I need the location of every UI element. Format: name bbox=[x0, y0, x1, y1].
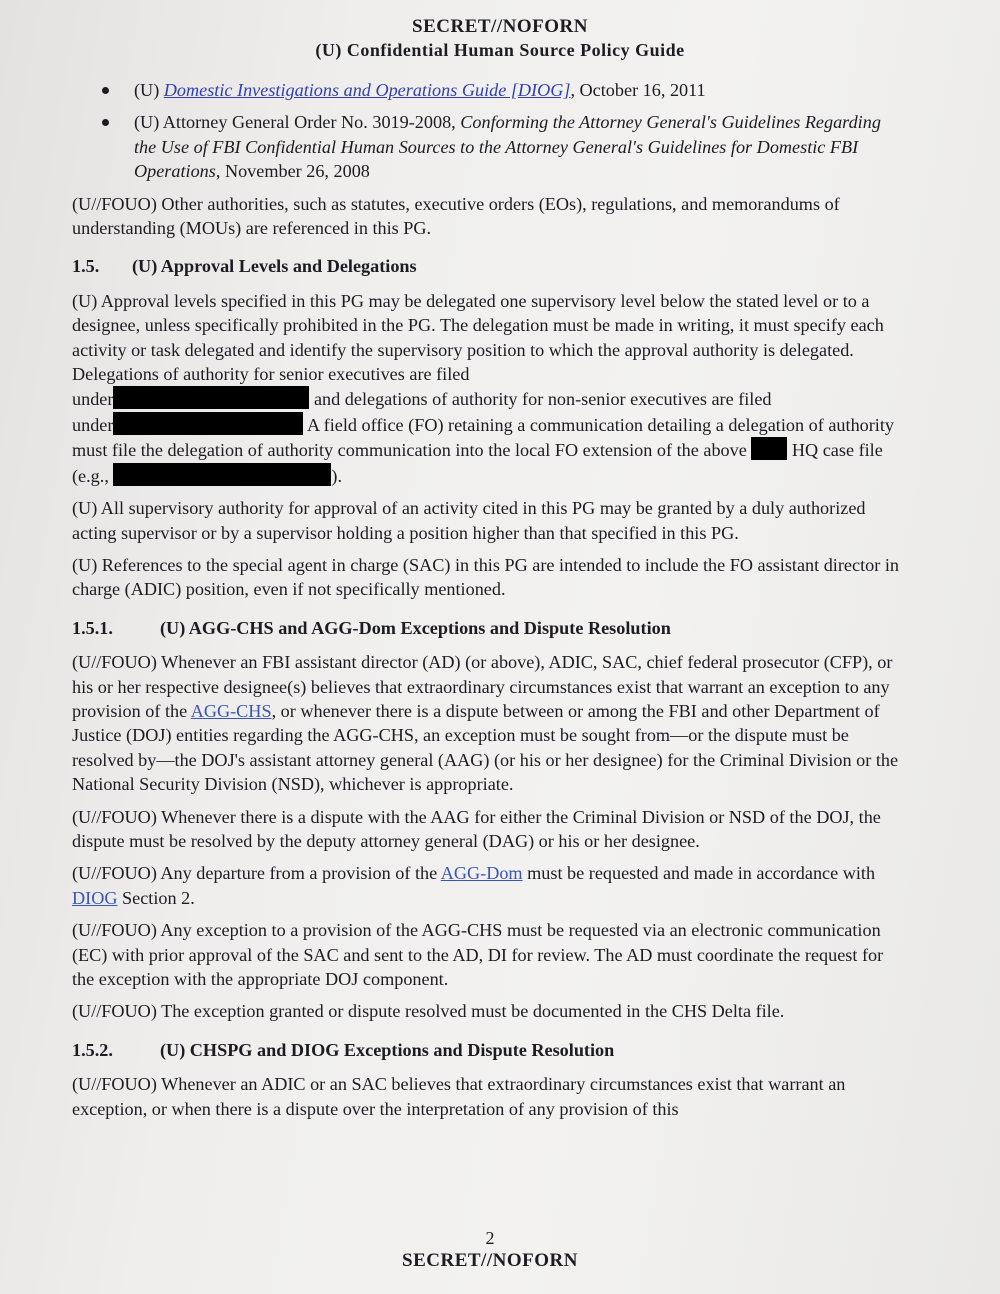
text-run: under bbox=[72, 414, 114, 435]
text-run: (U//FOUO) Whenever an FBI assistant director (AD) (or above), ADIC, SAC, chief federal prosecutor (CFP), or his or her respective designee(s) believes that extraordinary circumstances exist that warrant an exception to any provision of the bbox=[72, 652, 893, 721]
header-classification: SECRET//NOFORN bbox=[412, 16, 588, 37]
section-number: 1.5.1. bbox=[72, 617, 113, 638]
agg-dom-departure-paragraph bbox=[72, 861, 902, 910]
section-number: 1.5.2. bbox=[72, 1039, 113, 1060]
section-title: (U) CHSPG and DIOG Exceptions and Dispute Resolution bbox=[160, 1039, 615, 1060]
redaction-box bbox=[113, 463, 331, 486]
document-body bbox=[72, 78, 902, 1129]
page-number: 2 bbox=[485, 1228, 495, 1248]
section-title: (U) AGG-CHS and AGG-Dom Exceptions and Dispute Resolution bbox=[160, 617, 671, 638]
bullet-dot bbox=[102, 119, 109, 126]
footer-classification: SECRET//NOFORN bbox=[402, 1250, 578, 1271]
section-number: 1.5. bbox=[72, 256, 100, 277]
exception-paragraph bbox=[72, 650, 902, 796]
ec-request-paragraph: (U//FOUO) Any exception to a provision of the AGG-CHS must be requested via an electronic communication (EC) with prior approval of the SAC and sent to the AD, DI for review. The AD must coordinate the request for the exception with the appropriate DOJ component. bbox=[72, 920, 884, 989]
redaction-box bbox=[113, 386, 309, 409]
bullet-suffix: , October 16, 2011 bbox=[570, 80, 706, 100]
section-title: (U) Approval Levels and Delegations bbox=[132, 256, 417, 277]
text-run: Section 2. bbox=[117, 887, 195, 908]
redaction-box bbox=[113, 412, 303, 435]
ag-order-title: Conforming the Attorney General's Guidelines Regarding the Use of FBI Confidential Human Sources to the Attorney General's Guidelines for Domestic FBI Operations bbox=[134, 112, 881, 182]
acting-supervisor-paragraph: (U) All supervisory authority for approval of an activity cited in this PG may be granted by a duly authorized acting supervisor or by a supervisor holding a position higher than that specified in this PG. bbox=[72, 498, 866, 543]
redaction-box bbox=[751, 437, 787, 460]
dag-dispute-paragraph: (U//FOUO) Whenever there is a dispute with the AAG for either the Criminal Division or NSD of the DOJ, the dispute must be resolved by the deputy attorney general (DAG) or his or her designee. bbox=[72, 806, 881, 851]
delta-file-paragraph: (U//FOUO) The exception granted or dispute resolved must be documented in the CHS Delta file. bbox=[72, 1001, 785, 1022]
bullet-prefix: (U) Attorney General Order No. 3019-2008, bbox=[134, 112, 461, 133]
approval-levels-paragraph bbox=[72, 289, 902, 488]
reference-bullet-diog bbox=[72, 78, 902, 102]
section-1-5-2-heading bbox=[72, 1038, 902, 1062]
text-run: must be requested and made in accordance with bbox=[522, 863, 876, 884]
header-title: (U) Confidential Human Source Policy Guide bbox=[315, 40, 685, 60]
text-run: (U//FOUO) Any departure from a provision of the bbox=[72, 863, 441, 884]
agg-chs-link[interactable]: AGG-CHS bbox=[190, 700, 272, 721]
text-run: HQ case file (e.g., bbox=[72, 440, 883, 486]
chspg-exception-paragraph: (U//FOUO) Whenever an ADIC or an SAC believes that extraordinary circumstances exist that warrant an exception, or when there is a dispute over the interpretation of any provision of this bbox=[72, 1074, 846, 1119]
bullet-prefix: (U) bbox=[134, 80, 164, 100]
bullet-dot bbox=[102, 87, 109, 94]
text-run: the above bbox=[676, 440, 747, 461]
text-run: , or whenever there is a dispute between or among the FBI and other Department of Justice (DOJ) entities regarding the AGG-CHS, an exception must be sought from—or the dispute must be resolved by—the DOJ's assistant attorney general (AAG) (or his or her designee) for the Criminal Division or the National Security Division (NSD), whichever is appropriate. bbox=[72, 700, 899, 795]
text-run: (U) Approval levels specified in this PG may be delegated one supervisory level below the stated level or to a designee, unless specifically prohibited in the PG. The delegation must be made in writing, it must specify each activity or task delegated and identify the supervisory position to which the approval authority is delegated. Delegations of authority for senior executives are filed bbox=[72, 290, 884, 385]
text-run: A field office (FO) retaining a communication detailing a delegation of authority must file the delegation of authority communication into the local FO extension of bbox=[72, 414, 895, 461]
section-1-5-heading bbox=[72, 254, 902, 278]
reference-bullet-ag-order bbox=[72, 110, 902, 183]
bullet-suffix: , November 26, 2008 bbox=[215, 161, 370, 182]
other-authorities-paragraph: (U//FOUO) Other authorities, such as statutes, executive orders (EOs), regulations, and memorandums of understanding (MOUs) are referenced in this PG. bbox=[72, 193, 840, 239]
text-run: under bbox=[72, 389, 114, 410]
section-1-5-1-heading bbox=[72, 616, 902, 640]
text-run: ). bbox=[331, 465, 343, 486]
diog-link[interactable]: Domestic Investigations and Operations Guide [DIOG] bbox=[163, 80, 571, 100]
agg-dom-link[interactable]: AGG-Dom bbox=[440, 863, 523, 884]
diog-section-link[interactable]: DIOG bbox=[72, 887, 118, 908]
text-run: and delegations of authority for non-senior executives are filed bbox=[313, 389, 772, 410]
sac-reference-paragraph: (U) References to the special agent in charge (SAC) in this PG are intended to include the FO assistant director in charge (ADIC) position, even if not specifically mentioned. bbox=[72, 554, 899, 600]
